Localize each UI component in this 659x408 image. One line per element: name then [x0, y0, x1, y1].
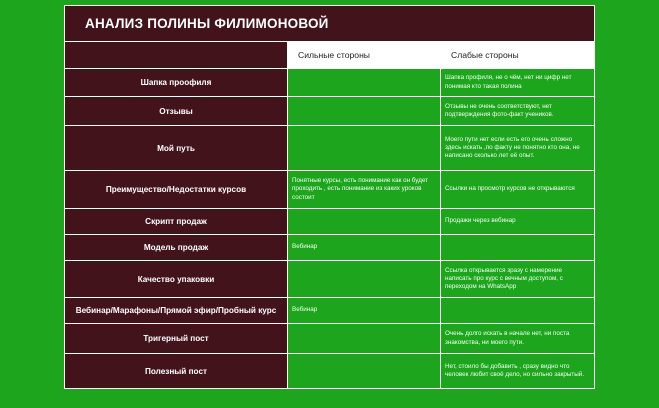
row-label: Вебинар/Марафоны/Прямой эфир/Пробный курс [65, 298, 287, 323]
weaknesses-cell: Продажи через вебинар [441, 209, 594, 234]
column-header-weaknesses: Слабые стороны [441, 42, 594, 68]
column-header-strengths: Сильные стороны [288, 42, 440, 68]
weaknesses-cell: Моего пути нет если есть его очень сложно здесь искать ,по факту не понятно кто она, не написано сколько лет её опыт. [441, 126, 594, 170]
row-label: Мой путь [65, 126, 287, 170]
strengths-cell [288, 69, 440, 96]
table-row [65, 324, 594, 353]
table-row [65, 209, 594, 234]
strengths-cell [288, 354, 440, 388]
weaknesses-cell: Отзывы не очень соответствуют, нет подтверждения фото-факт учеников. [441, 97, 594, 125]
table-row [65, 235, 594, 260]
row-label: Полезный пост [65, 354, 287, 388]
row-label: Скрипт продаж [65, 209, 287, 234]
header-empty-cell [65, 42, 287, 68]
table-row [65, 298, 594, 323]
analysis-table [64, 41, 595, 389]
analysis-frame [64, 5, 595, 389]
table-row [65, 69, 594, 96]
table-row [65, 126, 594, 170]
strengths-cell [288, 261, 440, 297]
row-label: Шапка проофиля [65, 69, 287, 96]
strengths-cell [288, 126, 440, 170]
strengths-cell [288, 97, 440, 125]
weaknesses-cell: Нет, стоило бы добавить , сразу видно что человек любит своё дело, но сильно закрытый. [441, 354, 594, 388]
row-label: Тригерный пост [65, 324, 287, 353]
strengths-cell: Понятные курсы, есть понимание как он будет проходить , есть понимание из каких уроков состоит [288, 171, 440, 208]
table-row [65, 354, 594, 388]
strengths-cell [288, 209, 440, 234]
strengths-cell: Вебинар [288, 298, 440, 323]
header-row [65, 42, 594, 68]
weaknesses-cell: Шапка профиля, не о чём, нет ни цифр нет понимая кто такая полина [441, 69, 594, 96]
weaknesses-cell: Очень долго искать в начале нет, ни поста знакомства, ни моего пути. [441, 324, 594, 353]
table-row [65, 97, 594, 125]
row-label: Модель продаж [65, 235, 287, 260]
weaknesses-cell [441, 298, 594, 323]
strengths-cell: Вебинар [288, 235, 440, 260]
row-label: Качество упаковки [65, 261, 287, 297]
weaknesses-cell [441, 235, 594, 260]
table-row [65, 261, 594, 297]
row-label: Отзывы [65, 97, 287, 125]
page-title: АНАЛИЗ ПОЛИНЫ ФИЛИМОНОВОЙ [65, 6, 594, 41]
row-label: Преимущество/Недостатки курсов [65, 171, 287, 208]
strengths-cell [288, 324, 440, 353]
table-row [65, 171, 594, 208]
weaknesses-cell: Ссылка открывается зразу с намерение написать про курс с вечным доступом, с переходом на WhatsApp [441, 261, 594, 297]
weaknesses-cell: Ссылки на просмотр курсов не открываются [441, 171, 594, 208]
